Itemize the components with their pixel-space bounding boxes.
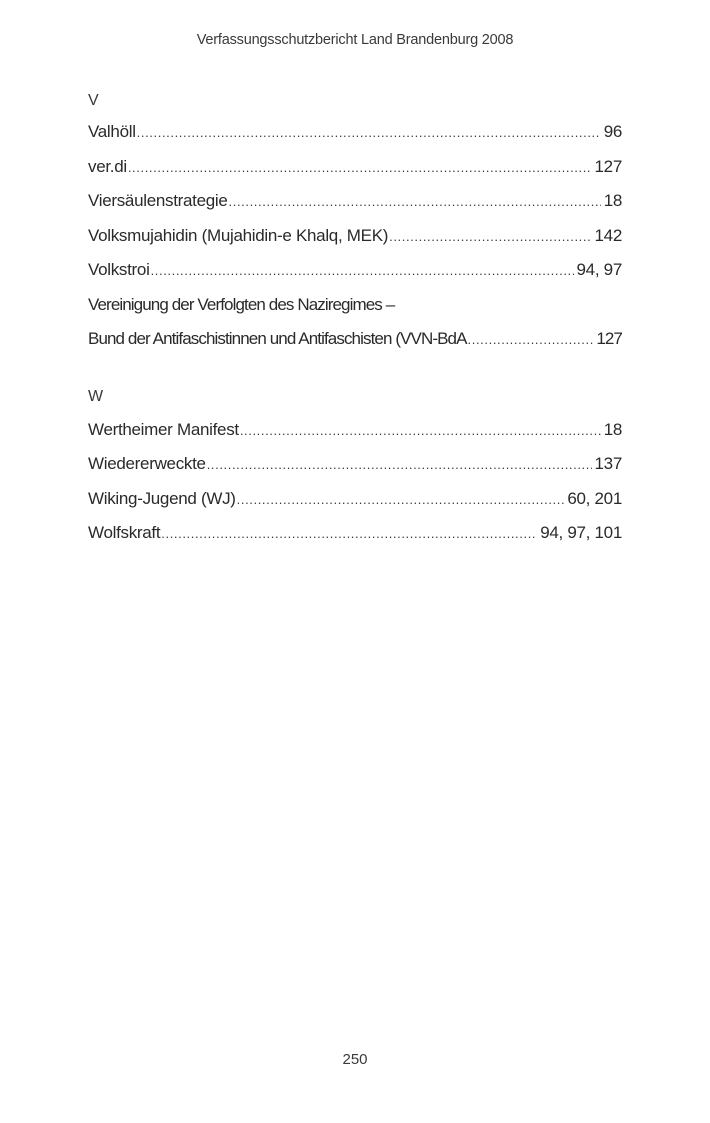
dot-leader	[468, 332, 594, 347]
index-pages: 18	[603, 191, 622, 210]
index-entry	[88, 226, 622, 261]
index-pages: 60, 201	[567, 488, 622, 508]
index-term: Wiedererweckte	[88, 454, 206, 473]
dot-leader	[229, 194, 601, 209]
index-entry	[88, 191, 622, 226]
index-entry	[88, 420, 622, 455]
index-term: ver.di	[88, 156, 127, 176]
index-term: Valhöll	[88, 122, 136, 141]
index-entry	[88, 329, 622, 364]
index-pages: 137	[594, 454, 622, 473]
index-pages: 127	[596, 329, 622, 348]
index-pages: 18	[603, 419, 622, 439]
section-letter-w: W	[88, 387, 104, 405]
index-entry	[88, 489, 622, 524]
index-entry	[88, 122, 622, 157]
index-entry	[88, 260, 622, 295]
index-pages: 94, 97	[576, 260, 622, 279]
index-term: Volkstroi	[88, 260, 150, 279]
dot-leader	[237, 492, 565, 507]
index-entry-first-line	[88, 295, 622, 330]
dot-leader	[240, 423, 601, 438]
index-term: Wertheimer Manifest	[88, 419, 239, 439]
dot-leader	[389, 229, 591, 244]
index-term: Volksmujahidin (Mujahidin-e Khalq, MEK)	[88, 225, 389, 245]
index-pages: 94, 97, 101	[540, 523, 622, 542]
index-term-line2: Bund der Antifaschistinnen und Antifaschisten (VVN-BdA	[88, 329, 467, 348]
dot-leader	[161, 526, 537, 541]
running-header: Verfassungsschutzbericht Land Brandenburg 2008	[196, 32, 514, 48]
index-pages: 96	[603, 122, 622, 141]
index-entry	[88, 523, 622, 558]
dot-leader	[128, 160, 592, 175]
index-term: Viersäulenstrategie	[88, 191, 228, 210]
dot-leader	[137, 125, 601, 140]
index-entry	[88, 157, 622, 192]
page-number: 250	[342, 1051, 368, 1068]
index-term-line1: Vereinigung der Verfolgten des Naziregimes –	[88, 294, 395, 314]
index-pages: 142	[594, 225, 622, 245]
section-letter-v: V	[88, 92, 99, 109]
index-term: Wiking-Jugend (WJ)	[88, 488, 236, 508]
dot-leader	[151, 263, 574, 278]
index-term: Wolfskraft	[88, 523, 161, 542]
index-pages: 127	[594, 156, 622, 176]
index-entry	[88, 454, 622, 489]
dot-leader	[207, 457, 592, 472]
index-content	[88, 88, 622, 558]
